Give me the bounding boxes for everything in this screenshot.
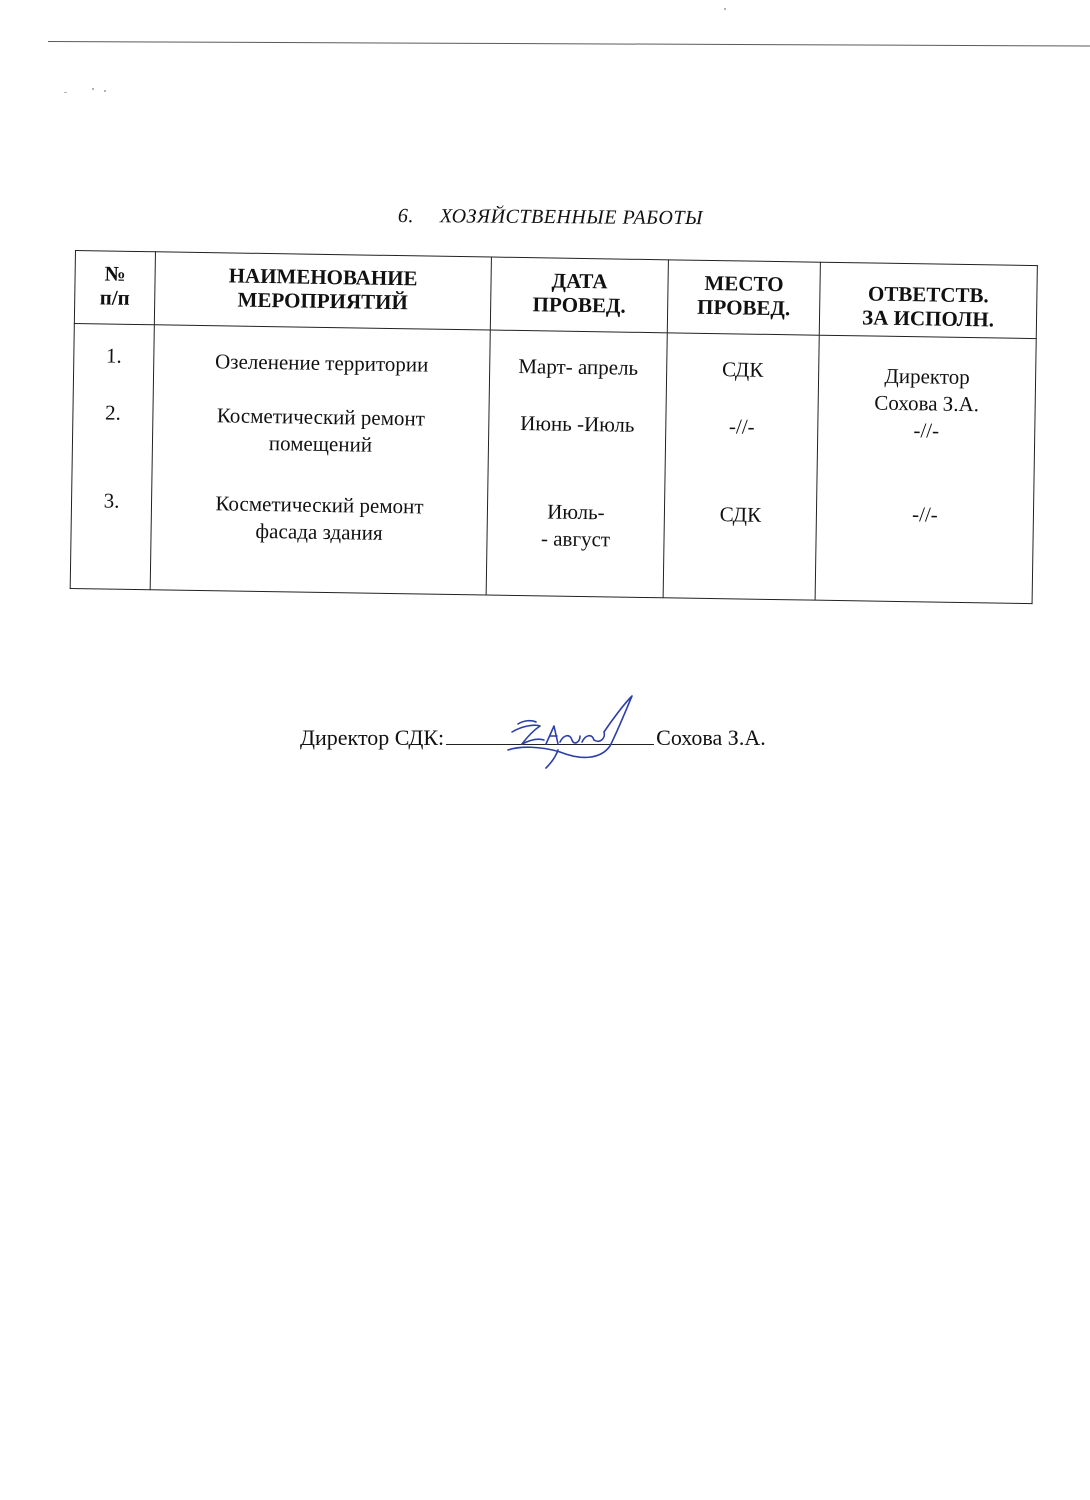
cell-numbers [70, 323, 154, 589]
header-name: НАИМЕНОВАНИЕ МЕРОПРИЯТИЙ [154, 252, 491, 330]
event-date: Июль- - август [540, 499, 611, 552]
scan-top-rule [48, 41, 1090, 47]
event-date: Март- апрель [518, 353, 639, 380]
row-number: 3. [103, 488, 120, 513]
table-row [70, 323, 1036, 603]
scan-speck [92, 88, 94, 90]
event-name: Косметический ремонт фасада здания [215, 491, 424, 545]
event-place: СДК [721, 357, 764, 382]
cell-names [150, 325, 490, 595]
cell-responsible [815, 335, 1036, 603]
cell-dates [486, 330, 667, 598]
works-table [70, 250, 1038, 604]
header-number: № п/п [74, 251, 155, 325]
event-place: -//- [728, 414, 755, 439]
event-name: Косметический ремонт помещений [216, 403, 426, 457]
section-title-text: ХОЗЯЙСТВЕННЫЕ РАБОТЫ [439, 205, 704, 230]
handwritten-signature [500, 690, 640, 770]
section-number: 6. [397, 205, 414, 228]
signature-label: Директор СДК: [300, 725, 445, 750]
row-number: 2. [104, 400, 122, 425]
scan-speck [724, 8, 726, 10]
event-date: Июнь -Июль [519, 411, 635, 437]
event-responsible: Директор [884, 363, 970, 390]
scan-speck [64, 92, 67, 93]
section-title [398, 205, 703, 230]
event-responsible: -//- [913, 418, 940, 443]
event-responsible: Сохова З.А. [874, 390, 980, 417]
header-responsible: ОТВЕТСТВ. ЗА ИСПОЛН. [819, 262, 1037, 338]
cell-places [663, 333, 819, 600]
signatory-name: Сохова З.А. [656, 725, 766, 750]
row-number: 1. [105, 343, 122, 368]
event-place: СДК [719, 502, 762, 527]
header-date: ДАТА ПРОВЕД. [490, 257, 668, 333]
header-place: МЕСТО ПРОВЕД. [667, 260, 820, 335]
works-table-wrapper [70, 250, 1037, 604]
event-name: Озеленение территории [214, 349, 429, 377]
event-responsible: -//- [911, 502, 938, 527]
scan-speck [104, 90, 106, 92]
